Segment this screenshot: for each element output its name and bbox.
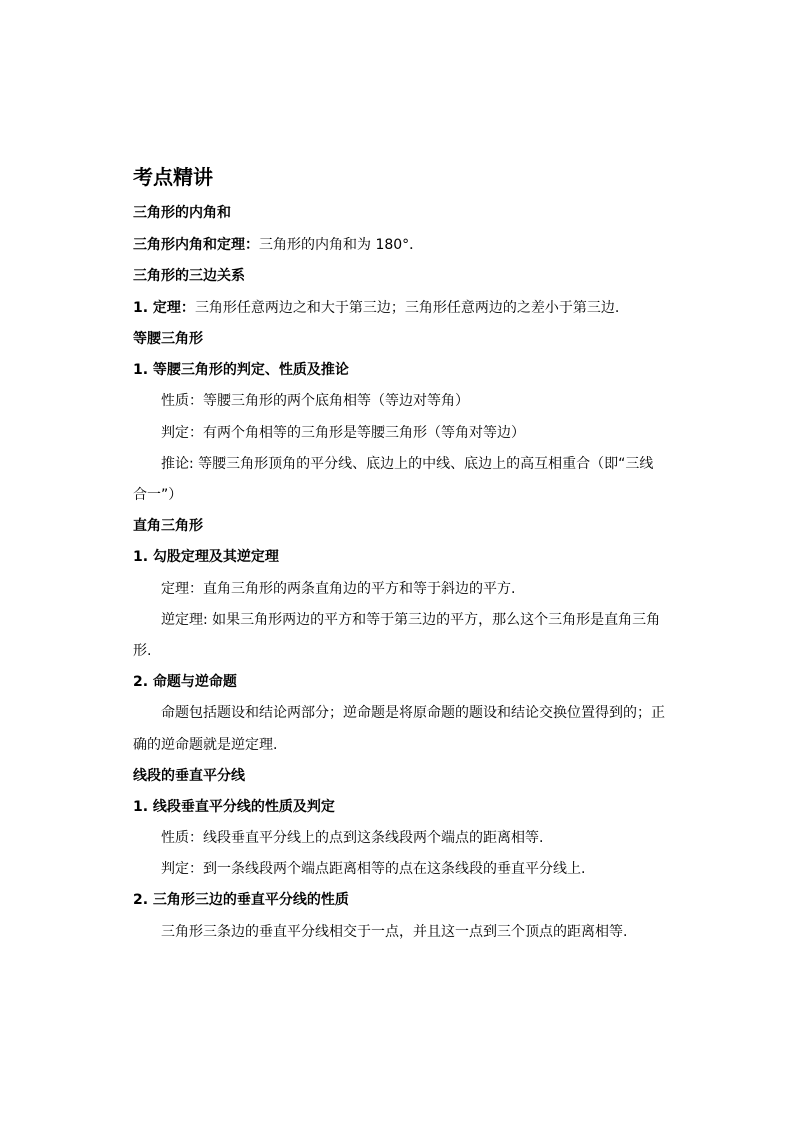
section-heading-side-relations: 三角形的三边关系	[133, 268, 245, 284]
section-heading-isosceles: 等腰三角形	[133, 331, 203, 347]
item-label: 1. 定理：	[133, 300, 195, 316]
page-title: 考点精讲	[133, 165, 213, 189]
isosceles-criterion: 判定：有两个角相等的三角形是等腰三角形（等角对等边）	[161, 425, 525, 441]
section-heading-perpendicular-bisector: 线段的垂直平分线	[133, 768, 245, 784]
pythagorean-converse-line2: 形.	[133, 643, 152, 659]
section-heading-interior-angles: 三角形的内角和	[133, 205, 231, 221]
isosceles-corollary-line1: 推论: 等腰三角形顶角的平分线、底边上的中线、底边上的高互相重合（即“三线	[161, 456, 654, 472]
subheading-pythagorean: 1. 勾股定理及其逆定理	[133, 549, 279, 565]
pythagorean-theorem: 定理：直角三角形的两条直角边的平方和等于斜边的平方.	[161, 581, 516, 597]
triangle-bisectors-text: 三角形三条边的垂直平分线相交于一点，并且这一点到三个顶点的距离相等.	[161, 924, 628, 940]
section-heading-right-triangle: 直角三角形	[133, 518, 203, 534]
propositions-line1: 命题包括题设和结论两部分；逆命题是将原命题的题设和结论交换位置得到的；正	[161, 705, 665, 721]
isosceles-corollary-line2: 合一”）	[133, 487, 183, 503]
propositions-line2: 确的逆命题就是逆定理.	[133, 737, 278, 753]
pythagorean-converse-line1: 逆定理: 如果三角形两边的平方和等于第三边的平方，那么这个三角形是直角三角	[161, 612, 661, 628]
subheading-bisector-properties: 1. 线段垂直平分线的性质及判定	[133, 799, 335, 815]
subheading-triangle-bisectors: 2. 三角形三边的垂直平分线的性质	[133, 892, 349, 908]
theorem-angle-sum	[133, 236, 423, 254]
isosceles-property: 性质：等腰三角形的两个底角相等（等边对等角）	[161, 393, 469, 409]
subheading-isosceles-properties: 1. 等腰三角形的判定、性质及推论	[133, 362, 349, 378]
bisector-criterion: 判定：到一条线段两个端点距离相等的点在这条线段的垂直平分线上.	[161, 861, 586, 877]
theorem-label: 三角形内角和定理：	[133, 237, 259, 253]
bisector-property: 性质：线段垂直平分线上的点到这条线段两个端点的距离相等.	[161, 830, 544, 846]
triangle-inequality-item	[133, 299, 619, 317]
subheading-propositions: 2. 命题与逆命题	[133, 674, 237, 690]
item-text: 三角形任意两边之和大于第三边；三角形任意两边的之差小于第三边.	[194, 300, 620, 316]
theorem-text: 三角形的内角和为 180°．	[259, 237, 424, 253]
